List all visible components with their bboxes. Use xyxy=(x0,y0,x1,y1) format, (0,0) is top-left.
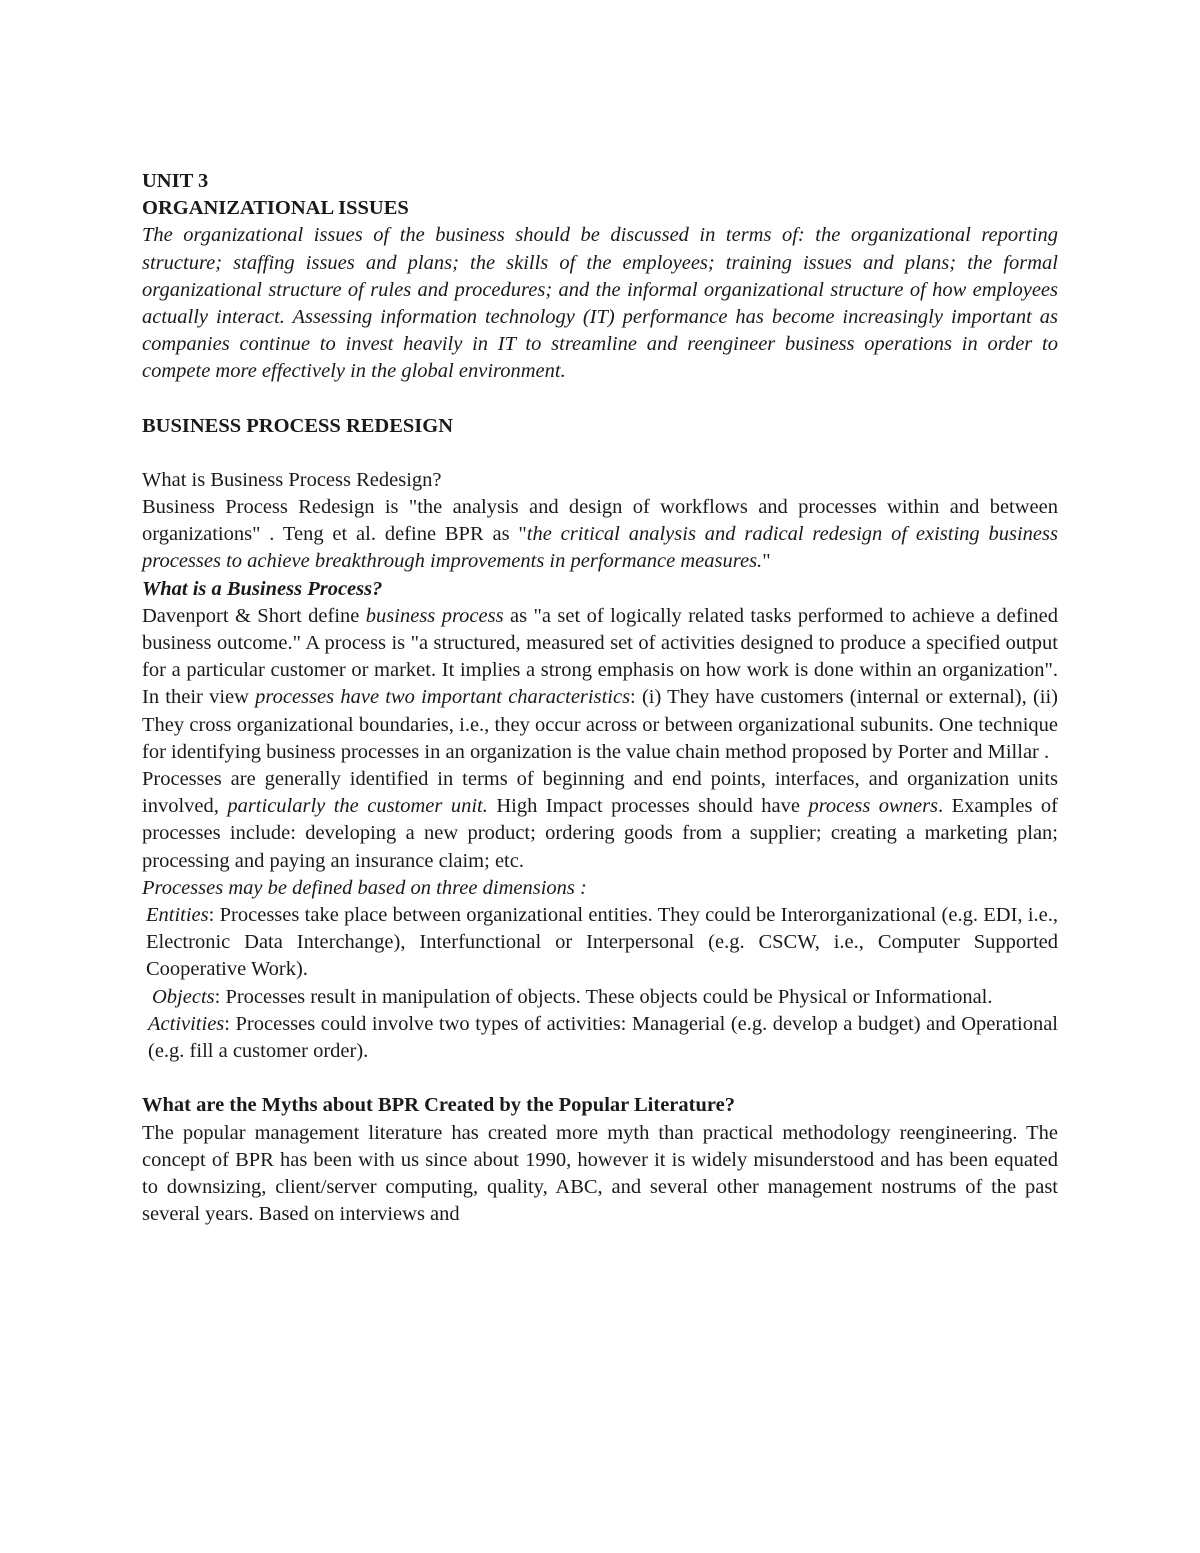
spacer xyxy=(142,1065,1058,1092)
objects-label: Objects xyxy=(152,985,215,1008)
processes-owners: process owners xyxy=(808,795,939,818)
processes-text-1: Processes are generally identified in terms of beginning and end points, interfaces, and organization units involved, xyxy=(142,768,1058,818)
myths-paragraph: The popular management literature has created more myth than practical methodology reengineering. The concept of BPR has been with us since about 1990, however it is widely misunderstood and has been equated to downsizing, client/server computing, quality, ABC, and several other management nostrums of the past several years. Based on interviews and xyxy=(142,1121,1058,1226)
entities-text: : Processes take place between organizational entities. They could be Interorganizational (e.g. EDI, i.e., Electronic Data Interchange), Interfunctional or Interpersonal (e.g. CSCW, i.e., Computer Supported Cooperative Work). xyxy=(146,904,1058,981)
question-business-process xyxy=(142,576,1058,603)
activities-text: : Processes could involve two types of activities: Managerial (e.g. develop a budget) and Operational (e.g. fill a customer order). xyxy=(148,1012,1058,1063)
entities-label: Entities xyxy=(146,904,209,927)
davenport-characteristics: processes have two important characteristics xyxy=(255,686,631,709)
dimension-activities xyxy=(142,1011,1058,1065)
objects-text: : Processes result in manipulation of objects. These objects could be Physical or Informational. xyxy=(214,985,993,1008)
dimension-entities xyxy=(142,902,1058,984)
document-page xyxy=(142,168,1058,1228)
page-title: ORGANIZATIONAL ISSUES xyxy=(142,197,409,220)
processes-paragraph xyxy=(142,766,1058,875)
activities-label: Activities xyxy=(148,1012,225,1035)
section-heading-bpr: BUSINESS PROCESS REDESIGN xyxy=(142,414,454,437)
spacer xyxy=(142,386,1058,413)
processes-text-2: High Impact processes should have xyxy=(487,795,809,818)
processes-text-3: . Examples of processes include: developing a new product; ordering goods from a supplier; creating a marketing plan; processing and paying an insurance claim; etc. xyxy=(142,795,1058,872)
processes-customer-unit: particularly the customer unit. xyxy=(227,795,488,818)
dimensions-text: Processes may be defined based on three dimensions : xyxy=(142,876,587,899)
intro-text: The organizational issues of the business should be discussed in terms of: the organizational reporting structure; staffing issues and plans; the skills of the employees; training issues and plans; the formal organizational structure of rules and procedures; and the informal organizational structure of how employees actually interact. Assessing information technology (IT) performance has become increasingly important as companies continue to invest heavily in IT to streamline and reengineer business operations in order to compete more effectively in the global environment. xyxy=(142,224,1058,383)
unit-label: UNIT 3 xyxy=(142,170,209,192)
question-business-process-text: What is a Business Process? xyxy=(142,577,383,600)
davenport-paragraph xyxy=(142,603,1058,766)
definition-close: " xyxy=(762,550,771,573)
davenport-text-2: as "a set of logically related tasks performed to achieve a defined business outcome." A process is "a structured, measured set of activities designed to produce a specified output for a particular customer or market. It implies a strong emphasis on how work is done within an organization". In their view xyxy=(142,604,1058,709)
davenport-text-1: Davenport & Short define xyxy=(142,604,366,627)
intro-paragraph xyxy=(142,222,1058,385)
dimensions-intro xyxy=(142,875,1058,902)
bpr-definition-paragraph xyxy=(142,494,1058,576)
definition-text: Business Process Redesign is "the analysis and design of workflows and processes within and between organizations" . Teng et al. define BPR as " xyxy=(142,496,1058,546)
question-what-is-bpr: What is Business Process Redesign? xyxy=(142,468,442,491)
davenport-term: business process xyxy=(365,604,504,627)
section-heading-myths: What are the Myths about BPR Created by the Popular Literature? xyxy=(142,1094,735,1117)
dimension-objects xyxy=(142,984,1058,1011)
spacer xyxy=(142,440,1058,467)
davenport-text-3: : (i) They have customers (internal or external), (ii) They cross organizational boundaries, i.e., they occur across or between organizational subunits. One technique for identifying business processes in an organization is the value chain method proposed by Porter and Millar . xyxy=(142,686,1058,763)
definition-quote: the critical analysis and radical redesign of existing business processes to achieve breakthrough improvements in performance measures. xyxy=(142,523,1058,573)
